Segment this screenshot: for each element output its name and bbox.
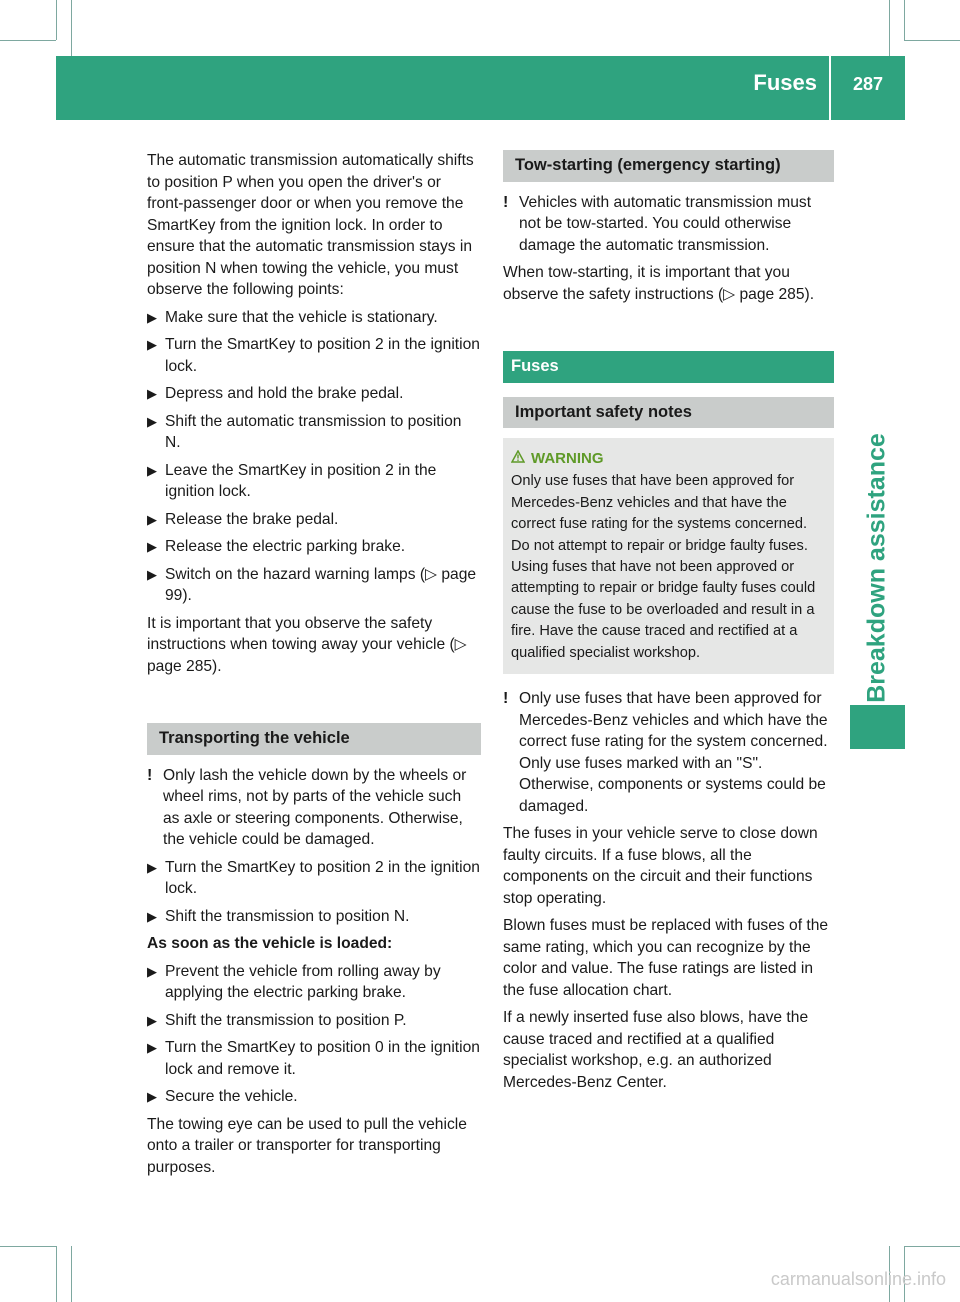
header-title: Fuses [753,70,817,95]
step-item [147,334,481,377]
intro-paragraph: The automatic transmission automatically shifts to position P when you open the driver's or front-passenger door or when you remove the SmartKey from the ignition lock. In order to ensure that the automatic transmission stays in position N when towing the vehicle, you must observe the following points: [147,152,474,298]
step-text: Switch on the hazard warning lamps (▷ page 99). [165,565,477,604]
page-number: 287 [852,74,883,94]
step-text: Shift the transmission to position P. [165,1011,407,1029]
fuses-paragraph-2: Blown fuses must be replaced with fuses of the same rating, which you can recognize by the color and value. The fuse ratings are listed in the fuse allocation chart. [503,917,829,999]
fuses-paragraph-1: The fuses in your vehicle serve to close down faulty circuits. If a fuse blows, all the components on the circuit and their functions stop operating. [503,825,818,907]
crop-mark [0,1246,56,1247]
watermark: carmanualsonline.info [770,1269,946,1289]
loaded-label: As soon as the vehicle is loaded: [147,935,393,952]
caution-icon: ! [503,690,509,708]
loaded-steps [147,961,481,1108]
warning-text: Only use fuses that have been approved for Mercedes-Benz vehicles and that have the correct fuse rating for the systems concerned. Do not attempt to repair or bridge faulty fuses. Using fuses that have not been approved or attempting to repair or bridge faulty fuses could cause the fuse to be overloaded and result in a fire. Have the cause traced and rectified at a qualified specialist workshop. [511,473,816,661]
step-item [147,1037,481,1080]
header-divider [829,56,831,120]
page-header [56,56,905,120]
step-text: Prevent the vehicle from rolling away by applying the electric parking brake. [165,962,441,1001]
fuse-note [503,688,834,817]
crop-mark [71,0,72,56]
step-arrow-icon: ▶ [147,1012,157,1028]
tow-start-paragraph: When tow-starting, it is important that you observe the safety instructions (▷ page 285). [503,264,815,303]
tow-start-note [503,192,834,257]
tow-start-heading: Tow-starting (emergency starting) [503,150,834,182]
crop-mark [904,1246,960,1247]
fuses-heading: Fuses [503,351,834,383]
step-arrow-icon: ▶ [147,309,157,325]
step-text: Shift the automatic transmission to position N. [165,412,462,451]
crop-mark [0,40,56,41]
transport-note [147,765,481,851]
step-arrow-icon: ▶ [147,511,157,527]
left-column [147,150,481,1184]
step-item [147,307,481,329]
step-arrow-icon: ▶ [147,1089,157,1104]
step-arrow-icon: ▶ [147,539,157,554]
step-item [147,1010,481,1032]
towing-steps [147,307,481,607]
transport-steps [147,857,481,928]
safety-notes-heading: Important safety notes [503,397,834,429]
step-text: Secure the vehicle. [165,1088,298,1105]
side-tab-label: Breakdown assistance [862,433,891,703]
step-arrow-icon: ▶ [147,859,157,875]
step-item [147,460,481,503]
step-item [147,411,481,454]
towing-safety-paragraph: It is important that you observe the safety instructions when towing away your vehicle (▷ page 285). [147,614,467,675]
step-arrow-icon: ▶ [147,963,157,979]
crop-mark [889,0,890,56]
step-arrow-icon: ▶ [147,566,157,582]
tow-start-note-text: Vehicles with automatic transmission must not be tow-started. You could otherwise damage the automatic transmission. [519,193,812,254]
step-arrow-icon: ▶ [147,386,157,401]
step-text: Release the electric parking brake. [165,538,406,555]
right-column [503,150,834,1099]
crop-mark [56,1246,57,1302]
step-text: Leave the SmartKey in position 2 in the ignition lock. [165,461,437,500]
caution-icon: ! [147,766,153,784]
warning-triangle-icon [511,448,527,469]
step-item [147,906,481,928]
caution-icon: ! [503,193,509,211]
transport-note-text: Only lash the vehicle down by the wheels or wheel rims, not by parts of the vehicle such as axle or steering components. Otherwise, the vehicle could be damaged. [163,766,467,848]
step-item [147,857,481,900]
step-arrow-icon: ▶ [147,1040,157,1055]
step-item [147,383,481,405]
crop-mark [56,0,57,40]
towing-eye-paragraph: The towing eye can be used to pull the vehicle onto a trailer or transporter for transporting purposes. [147,1115,467,1176]
fuses-paragraph-3: If a newly inserted fuse also blows, have the cause traced and rectified at a qualified specialist workshop, e.g. an authorized Mercedes-Benz Center. [503,1009,809,1091]
transport-heading: Transporting the vehicle [147,723,481,755]
crop-mark [904,0,905,40]
step-item [147,536,481,558]
step-item [147,961,481,1004]
step-item [147,509,481,531]
fuse-note-text: Only use fuses that have been approved for Mercedes-Benz vehicles and which have the correct fuse rating for the system concerned. Only use fuses marked with an "S". Otherwise, components or systems could be damaged. [519,690,828,815]
step-arrow-icon: ▶ [147,462,157,478]
step-item [147,564,481,607]
step-text: Turn the SmartKey to position 0 in the ignition lock and remove it. [165,1039,480,1078]
step-text: Turn the SmartKey to position 2 in the ignition lock. [165,858,480,897]
step-arrow-icon: ▶ [147,337,157,352]
step-text: Release the brake pedal. [165,510,339,528]
side-tab-block [850,705,905,749]
warning-heading [511,448,826,469]
step-text: Shift the transmission to position N. [165,907,410,925]
step-item [147,1086,481,1108]
step-arrow-icon: ▶ [147,908,157,924]
step-arrow-icon: ▶ [147,413,157,429]
step-text: Make sure that the vehicle is stationary. [165,308,438,326]
crop-mark [71,1246,72,1302]
warning-label: WARNING [531,450,604,467]
warning-box [503,438,834,674]
step-text: Depress and hold the brake pedal. [165,385,404,402]
step-text: Turn the SmartKey to position 2 in the ignition lock. [165,336,480,375]
crop-mark [904,40,960,41]
